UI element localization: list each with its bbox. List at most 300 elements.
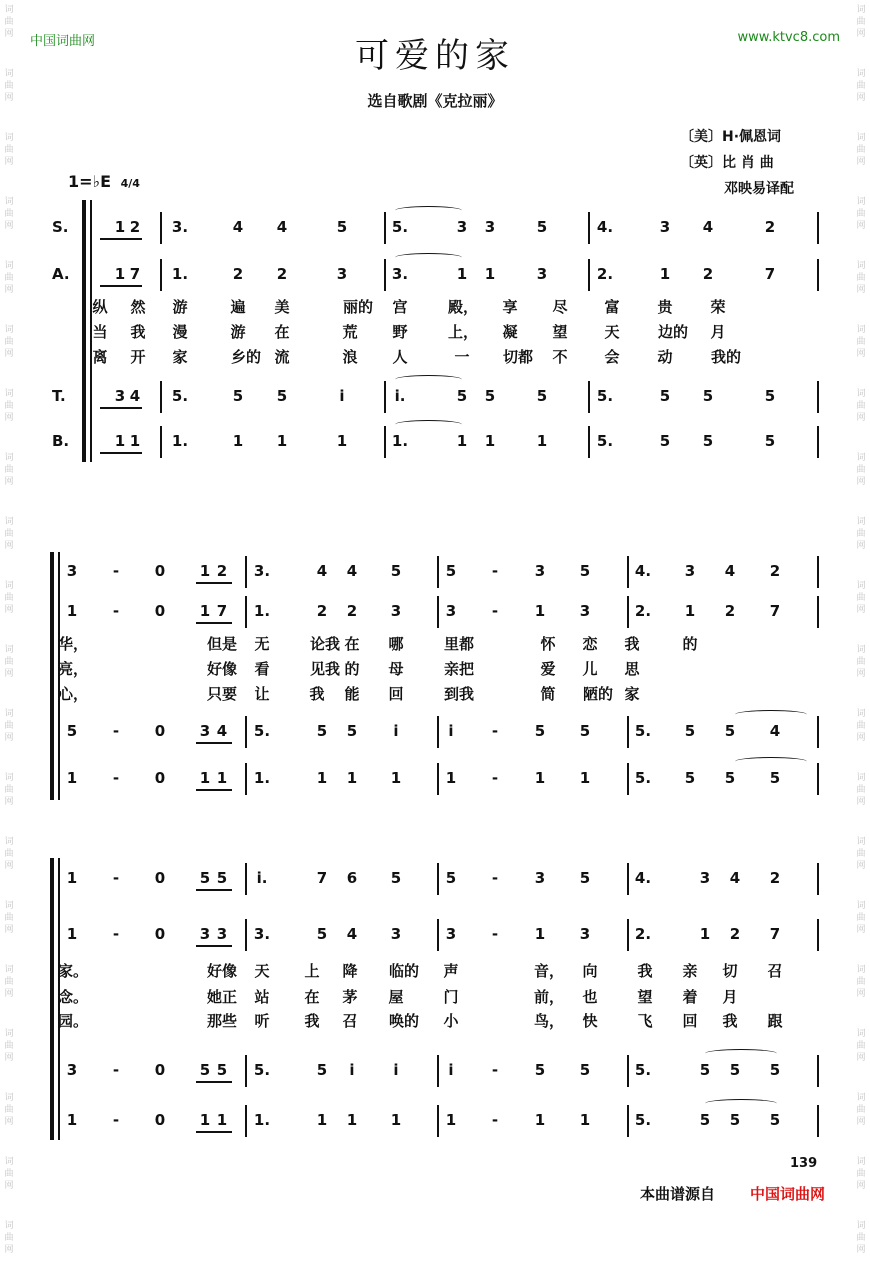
watermark-group [852,1088,870,1152]
barline [588,426,590,458]
note: 5 [724,722,736,740]
note: 5 [216,869,228,887]
eighth-beam [100,285,142,287]
lyric-syllable: 天 [254,962,270,980]
lyric-syllable: 在 [304,988,320,1006]
lyric-syllable: 富 [604,298,620,316]
note: 1 [659,265,671,283]
watermark-char: 词 [856,645,866,655]
barline [817,596,819,628]
watermark-char: 网 [4,1053,14,1063]
note: 3 [456,218,468,236]
watermark-char: 网 [4,733,14,743]
note: 0 [154,769,166,787]
note: 1 [579,1111,591,1129]
lyric-syllable: 爱 [540,660,556,678]
time-signature: 4/4 [120,177,140,190]
note: 5 [702,432,714,450]
lyric-syllable: 我 [637,962,653,980]
lyric-syllable: 念。 [58,988,89,1006]
note: 5 [216,1061,228,1079]
watermark-char: 网 [856,541,866,551]
watermark-char: 词 [4,581,14,591]
note: 1 [534,925,546,943]
barline [817,212,819,244]
note: 2 [729,925,741,943]
watermark-group [0,512,18,576]
note: 5. [171,387,189,405]
watermark-group [852,960,870,1024]
translator-credit: 邓映易译配 [724,181,794,197]
barline [627,1105,629,1137]
note: 1 [316,1111,328,1129]
note: 5 [769,769,781,787]
note: 4 [769,722,781,740]
lyric-syllable: 跟 [767,1012,783,1030]
barline [160,212,162,244]
watermark-char: 词 [856,709,866,719]
note: 2 [769,562,781,580]
tie-arc [705,1099,777,1108]
watermark-group [0,640,18,704]
watermark-char: 词 [4,709,14,719]
watermark-char: 曲 [4,657,14,667]
watermark-char: 词 [856,1093,866,1103]
note: 1. [253,769,271,787]
lyric-syllable: 的 [682,635,698,653]
barline [245,863,247,895]
left-watermark [0,0,18,1255]
lyric-syllable: 游 [230,323,246,341]
note: 1 [390,769,402,787]
note: 1 [579,769,591,787]
lyric-syllable: 切 [722,962,738,980]
barline [588,212,590,244]
lyric-syllable: 园。 [58,1012,89,1030]
note: 0 [154,1061,166,1079]
barline [817,1105,819,1137]
lyric-syllable: 人 [392,348,408,366]
eighth-beam [100,407,142,409]
note: 7 [129,265,141,283]
watermark-char: 词 [4,517,14,527]
note: 5 [456,387,468,405]
lyric-syllable: 站 [254,988,270,1006]
note: 1 [484,432,496,450]
watermark-group [852,640,870,704]
tie-arc [395,253,462,262]
watermark-char: 曲 [856,273,866,283]
note: 5 [659,432,671,450]
watermark-group [0,192,18,256]
note: 1 [390,1111,402,1129]
eighth-beam [196,789,232,791]
note: i. [256,869,268,887]
watermark-group [852,448,870,512]
lyric-syllable: 音， [534,962,565,980]
note: 1 [276,432,288,450]
watermark-char: 网 [856,93,866,103]
note: 3 [534,562,546,580]
note: 1 [199,769,211,787]
barline [817,919,819,951]
lyric-syllable: 鸟， [534,1012,565,1030]
note: 2. [634,925,652,943]
lyric-syllable: 临的 [388,962,419,980]
watermark-char: 词 [856,1029,866,1039]
lyric-syllable: 里都 [443,635,474,653]
lyric-syllable: 然 [130,298,146,316]
lyric-syllable: 离 [92,348,108,366]
watermark-group [852,704,870,768]
lyric-syllable: 宫 [392,298,408,316]
lyric-syllable: 看 [254,660,270,678]
lyric-syllable: 前， [534,988,565,1006]
tie-arc [395,206,462,215]
site-logo-left[interactable]: 中国词曲网 [30,34,96,49]
tie-arc [395,375,462,384]
note: 5 [684,722,696,740]
voice-label: A. [52,265,70,283]
watermark-group [0,1152,18,1216]
watermark-char: 曲 [856,913,866,923]
note: 5 [724,769,736,787]
lyric-syllable: 她正 [206,988,237,1006]
barline [817,426,819,458]
watermark-char: 网 [4,925,14,935]
note: 5 [699,1061,711,1079]
lyric-syllable: 在 [344,635,360,653]
note: 1 [346,1111,358,1129]
note: 1 [66,602,78,620]
note: - [112,869,120,887]
barline [437,556,439,588]
barline [627,919,629,951]
note: 4 [276,218,288,236]
watermark-char: 网 [856,157,866,167]
note: 3 [445,602,457,620]
note: 3 [699,869,711,887]
note: 2 [724,602,736,620]
watermark-char: 网 [4,477,14,487]
note: 3 [199,925,211,943]
watermark-char: 词 [856,69,866,79]
watermark-group [852,192,870,256]
note: 4. [596,218,614,236]
watermark-char: 网 [4,93,14,103]
lyric-syllable: 恋 [582,635,598,653]
lyric-syllable: 也 [582,988,598,1006]
note: 1 [534,602,546,620]
watermark-char: 网 [856,861,866,871]
watermark-char: 曲 [856,657,866,667]
note: - [491,925,499,943]
note: 1 [199,1111,211,1129]
watermark-char: 网 [856,669,866,679]
note: 5. [253,1061,271,1079]
note: 5 [445,562,457,580]
note: 1. [171,265,189,283]
site-url-right[interactable]: www.ktvc8.com [737,30,840,45]
note: 1 [445,1111,457,1129]
note: 3 [66,1061,78,1079]
note: 5 [316,722,328,740]
watermark-group [852,512,870,576]
note: 1 [316,769,328,787]
lyric-syllable: 到我 [443,685,474,703]
watermark-char: 词 [4,325,14,335]
watermark-char: 曲 [856,529,866,539]
note: 6 [346,869,358,887]
system-bracket [50,858,54,1140]
note: 7 [764,265,776,283]
lyric-syllable: 切都 [502,348,533,366]
note: 4. [634,562,652,580]
watermark-char: 曲 [856,977,866,987]
note: 5. [634,1111,652,1129]
note: 4 [316,562,328,580]
note: - [112,602,120,620]
lyric-syllable: 好像 [206,660,237,678]
note: i. [394,387,406,405]
lyric-syllable: 华， [58,635,89,653]
barline [627,1055,629,1087]
note: 5. [634,769,652,787]
watermark-char: 词 [4,1221,14,1231]
lyric-syllable: 荣 [710,298,726,316]
lyric-syllable: 回 [388,685,404,703]
note: 4 [724,562,736,580]
watermark-char: 曲 [856,145,866,155]
lyric-syllable: 简 [540,685,556,703]
note: 4 [729,869,741,887]
note: 4 [216,722,228,740]
watermark-char: 网 [4,541,14,551]
watermark-char: 网 [4,1245,14,1255]
watermark-group [0,256,18,320]
lyric-syllable: 亮， [58,660,89,678]
note: 5 [699,1111,711,1129]
lyric-syllable: 怀 [540,635,556,653]
watermark-char: 词 [4,773,14,783]
key-label: 1=♭E [68,172,112,191]
watermark-char: 网 [856,733,866,743]
watermark-group [0,832,18,896]
watermark-char: 曲 [4,977,14,987]
note: - [112,1111,120,1129]
lyric-syllable: 屋 [388,988,404,1006]
lyric-syllable: 当 [92,323,108,341]
note: 5 [66,722,78,740]
note: 5 [702,387,714,405]
watermark-char: 网 [856,1181,866,1191]
note: 5 [534,722,546,740]
note: 5 [276,387,288,405]
note: - [112,925,120,943]
watermark-char: 网 [856,29,866,39]
lyric-syllable: 上， [448,323,479,341]
lyric-syllable: 门 [443,988,459,1006]
note: 4 [232,218,244,236]
barline [384,259,386,291]
note: 2 [702,265,714,283]
voice-label: T. [52,387,66,405]
watermark-char: 词 [4,901,14,911]
barline [437,1055,439,1087]
note: 1 [199,562,211,580]
lyric-syllable: 殿， [448,298,479,316]
note: 0 [154,722,166,740]
note: i [393,1061,399,1079]
barline [817,763,819,795]
note: 5 [346,722,358,740]
source-site-link[interactable]: 中国词曲网 [750,1185,826,1203]
watermark-char: 曲 [4,1105,14,1115]
note: 2 [276,265,288,283]
watermark-char: 曲 [856,785,866,795]
note: 5 [764,387,776,405]
note: 3 [534,869,546,887]
lyric-syllable: 乡的 [230,348,261,366]
watermark-char: 曲 [856,1233,866,1243]
watermark-char: 网 [856,285,866,295]
note: 1 [684,602,696,620]
note: 5 [729,1061,741,1079]
lyric-syllable: 陋的 [582,685,613,703]
watermark-char: 网 [856,989,866,999]
note: 1. [253,1111,271,1129]
lyric-syllable: 野 [392,323,408,341]
note: 5. [634,1061,652,1079]
watermark-char: 曲 [4,593,14,603]
watermark-char: 曲 [4,913,14,923]
note: - [491,1061,499,1079]
lyric-syllable: 只要 [206,685,237,703]
watermark-char: 词 [4,1093,14,1103]
lyric-syllable: 心， [58,685,89,703]
note: 1 [66,1111,78,1129]
note: 2. [634,602,652,620]
note: 1 [66,925,78,943]
lyric-syllable: 飞 [637,1012,653,1030]
note: 5. [634,722,652,740]
lyric-syllable: 会 [604,348,620,366]
watermark-char: 词 [4,69,14,79]
lyric-syllable: 流 [274,348,290,366]
note: 3 [336,265,348,283]
eighth-beam [196,622,232,624]
watermark-group [0,896,18,960]
note: 4 [346,925,358,943]
lyric-syllable: 见我 [309,660,340,678]
lyric-syllable: 声 [443,962,459,980]
eighth-beam [196,889,232,891]
barline [817,1055,819,1087]
note: 2 [769,869,781,887]
watermark-char: 词 [4,453,14,463]
barline [245,1105,247,1137]
watermark-char: 词 [856,581,866,591]
note: 5. [253,722,271,740]
barline [588,259,590,291]
lyric-syllable: 向 [582,962,598,980]
note: 7 [769,602,781,620]
eighth-beam [196,742,232,744]
note: 1 [699,925,711,943]
watermark-group [0,1024,18,1088]
watermark-group [852,128,870,192]
note: 1 [536,432,548,450]
note: 5 [729,1111,741,1129]
note: 5 [579,562,591,580]
watermark-char: 词 [4,5,14,15]
watermark-char: 曲 [4,337,14,347]
barline [627,716,629,748]
watermark-char: 网 [4,413,14,423]
note: - [112,769,120,787]
note: 4 [346,562,358,580]
watermark-group [852,1024,870,1088]
lyric-syllable: 美 [274,298,290,316]
watermark-char: 曲 [4,465,14,475]
note: 2 [216,562,228,580]
watermark-group [0,448,18,512]
watermark-char: 网 [4,285,14,295]
watermark-char: 网 [856,1053,866,1063]
note: 5 [536,387,548,405]
lyric-syllable: 着 [682,988,698,1006]
watermark-char: 词 [4,965,14,975]
note: 5 [199,1061,211,1079]
lyric-syllable: 我 [130,323,146,341]
lyric-syllable: 天 [604,323,620,341]
note: 5 [390,562,402,580]
lyric-syllable: 的 [344,660,360,678]
watermark-group [852,1152,870,1216]
lyric-syllable: 家 [624,685,640,703]
note: 3 [390,925,402,943]
song-title: 可爱的家 [355,36,515,76]
note: 5 [534,1061,546,1079]
note: - [491,769,499,787]
note: 2 [316,602,328,620]
note: 4 [129,387,141,405]
watermark-char: 曲 [4,273,14,283]
note: 5 [232,387,244,405]
watermark-group [852,1216,870,1280]
watermark-char: 曲 [4,209,14,219]
lyric-syllable: 家 [172,348,188,366]
lyric-syllable: 不 [552,348,568,366]
note: 5 [316,1061,328,1079]
watermark-char: 网 [4,1117,14,1127]
barline [437,596,439,628]
watermark-char: 词 [856,901,866,911]
watermark-group [0,1216,18,1280]
barline [817,381,819,413]
watermark-group [0,128,18,192]
lyric-syllable: 凝 [502,323,518,341]
watermark-group [0,1088,18,1152]
note: 1 [114,265,126,283]
note: 1 [216,1111,228,1129]
watermark-char: 曲 [4,1233,14,1243]
barline [160,259,162,291]
right-watermark [852,0,870,1255]
barline [817,556,819,588]
note: 5 [764,432,776,450]
note: - [491,869,499,887]
